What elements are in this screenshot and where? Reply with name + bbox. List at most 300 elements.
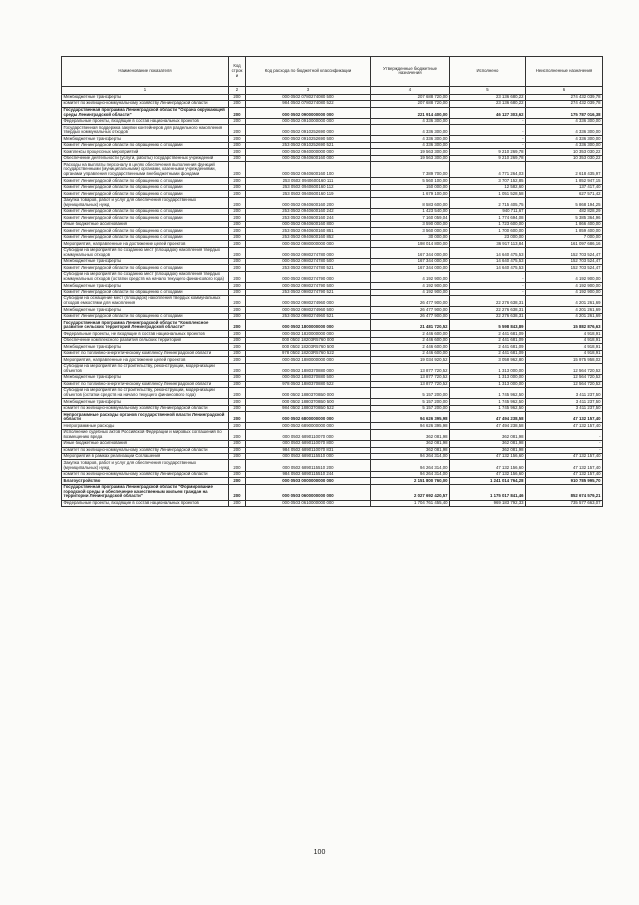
row-budget-code: 000 0502 6800000000 000 (246, 412, 371, 423)
table-row (62, 241, 603, 247)
row-name: Комитет Ленинградской области по обращению с отходами (62, 184, 229, 190)
row-name: Иные бюджетные ассигнования (62, 441, 229, 447)
row-budget-code: 253 0502 0940600160 119 (246, 191, 371, 197)
row-budget-code: 000 0502 0910000000 000 (246, 118, 371, 124)
row-budget-code: 253 0502 0980274790 521 (246, 289, 371, 295)
row-name: Государственная поддержка закупки контейнеров для раздельного накопления твердых коммунальных отходов (62, 125, 229, 136)
row-name: Субсидии на мероприятия по созданию мест (площадок) накопления твердых коммунальных отходов (62, 247, 229, 258)
row-approved: 19 563 300,00 (371, 155, 450, 161)
row-line-code: 200 (229, 307, 246, 313)
row-budget-code: 000 0502 18803708Б0 000 (246, 388, 371, 399)
row-line-code: 200 (229, 136, 246, 142)
row-budget-code: 000 0502 0980274790 500 (246, 283, 371, 289)
row-unexecuted: 1 859 400,00 (526, 228, 603, 234)
table-row (62, 155, 603, 161)
row-executed: 2 441 681,09 (450, 344, 526, 350)
table-row (62, 125, 603, 136)
row-name: Межбюджетные трансферты (62, 136, 229, 142)
row-approved: 2 446 600,00 (371, 350, 450, 356)
row-line-code: 200 (229, 453, 246, 459)
row-budget-code: 000 0502 6890110070 800 (246, 441, 371, 447)
row-approved: 13 877 720,52 (371, 375, 450, 381)
row-approved: 30 000,00 (371, 234, 450, 240)
row-approved: 1 704 761 455,40 (371, 500, 450, 506)
row-line-code: 200 (229, 197, 246, 208)
row-budget-code: 253 0502 0940600160 242 (246, 208, 371, 214)
row-executed: 1 700 600,00 (450, 228, 526, 234)
row-executed: 1 745 962,50 (450, 388, 526, 399)
row-approved: 2 027 692 420,57 (371, 484, 450, 500)
row-name: Федеральные проекты, входящие в состав национальных проектов (62, 500, 229, 506)
table-row (62, 184, 603, 190)
row-name: Межбюджетные трансферты (62, 307, 229, 313)
row-budget-code: 000 0502 0940000000 000 (246, 149, 371, 155)
row-executed: 9 210 269,78 (450, 149, 526, 155)
table-row (62, 447, 603, 453)
row-approved: 207 688 720,00 (371, 94, 450, 100)
row-line-code: 200 (229, 296, 246, 307)
row-unexecuted: 3 411 237,50 (526, 388, 603, 399)
row-line-code: 200 (229, 142, 246, 148)
row-line-code: 200 (229, 184, 246, 190)
table-row (62, 350, 603, 356)
row-budget-code: 000 0502 0940600160 200 (246, 197, 371, 208)
row-unexecuted: 47 132 157,40 (526, 460, 603, 471)
row-budget-code: 978 0502 18203R5760 522 (246, 350, 371, 356)
table-row (62, 178, 603, 184)
row-approved: 4 336 300,00 (371, 136, 450, 142)
row-executed: 46 127 303,62 (450, 107, 526, 118)
row-approved: 4 192 900,00 (371, 289, 450, 295)
row-executed: 362 081,98 (450, 441, 526, 447)
table-row (62, 162, 603, 178)
row-executed: 2 715 405,75 (450, 197, 526, 208)
row-executed: 9 210 269,78 (450, 155, 526, 161)
row-name: Субсидии на мероприятия по созданию мест (площадок) накопления твердых коммунальных отходов (остатки средств на начало текущего финансового года) (62, 271, 229, 282)
row-budget-code: 253 0502 0940600160 244 (246, 215, 371, 221)
row-line-code: 200 (229, 241, 246, 247)
row-line-code: 200 (229, 234, 246, 240)
row-approved: 362 081,98 (371, 429, 450, 440)
table-row (62, 381, 603, 387)
row-name: Государственная программа Ленинградской области "Формирование городской среды и обеспечение качественным жильем граждан на территории Ленинградской области" (62, 484, 229, 500)
row-unexecuted: 47 132 157,40 (526, 453, 603, 459)
row-name: Комитет Ленинградской области по обращению с отходами (62, 228, 229, 234)
row-unexecuted: 175 787 016,38 (526, 107, 603, 118)
row-approved: 2 446 600,00 (371, 344, 450, 350)
row-name: Комитет Ленинградской области по обращению с отходами (62, 313, 229, 319)
row-unexecuted: 10 353 030,22 (526, 149, 603, 155)
row-executed: 12 582,60 (450, 184, 526, 190)
row-executed: 5 598 843,89 (450, 320, 526, 331)
row-name: Межбюджетные трансферты (62, 258, 229, 264)
row-approved: 221 914 400,00 (371, 107, 450, 118)
row-unexecuted: 4 201 261,69 (526, 307, 603, 313)
row-executed: 1 313 000,00 (450, 381, 526, 387)
table-body (62, 94, 603, 506)
row-executed: 4 771 264,03 (450, 162, 526, 178)
row-unexecuted: 1 852 947,15 (526, 178, 603, 184)
row-approved: 1 423 540,00 (371, 208, 450, 214)
row-approved: 2 446 600,00 (371, 331, 450, 337)
row-unexecuted: 152 703 524,47 (526, 258, 603, 264)
col-number: 3 (246, 86, 371, 94)
header-name: Наименование показателя (62, 57, 229, 87)
row-name: комитет по жилищно-коммунальному хозяйству Ленинградской области (62, 101, 229, 107)
row-name: Межбюджетные трансферты (62, 344, 229, 350)
row-line-code: 200 (229, 423, 246, 429)
row-name: Мероприятия, направленные на достижение целей проектов (62, 357, 229, 363)
row-line-code: 200 (229, 357, 246, 363)
row-line-code: 200 (229, 331, 246, 337)
row-approved: 2 446 600,00 (371, 337, 450, 343)
row-unexecuted: 12 564 720,52 (526, 363, 603, 374)
row-executed: 36 917 113,84 (450, 241, 526, 247)
row-budget-code: 000 0502 0980274780 000 (246, 247, 371, 258)
row-budget-code: 000 0502 0940600160 800 (246, 221, 371, 227)
row-unexecuted: 2 618 435,97 (526, 162, 603, 178)
table-row (62, 296, 603, 307)
header-code-line: Код строк и (229, 57, 246, 87)
row-line-code: 200 (229, 94, 246, 100)
row-line-code: 200 (229, 388, 246, 399)
row-approved: 167 344 000,00 (371, 258, 450, 264)
row-budget-code: 000 0502 0980274790 000 (246, 271, 371, 282)
row-budget-code: 984 0502 18803708Б0 522 (246, 405, 371, 411)
row-budget-code: 000 0502 18203R5760 500 (246, 344, 371, 350)
row-approved: 167 344 000,00 (371, 265, 450, 271)
row-unexecuted: 137 417,40 (526, 184, 603, 190)
row-executed: 2 441 681,09 (450, 331, 526, 337)
row-unexecuted: 7 000,00 (526, 234, 603, 240)
row-approved: 198 014 800,00 (371, 241, 450, 247)
row-budget-code: 000 0502 6890110070 000 (246, 429, 371, 440)
row-approved: 4 192 900,00 (371, 283, 450, 289)
row-budget-code: 000 0502 0940600160 100 (246, 162, 371, 178)
row-unexecuted: 4 192 900,00 (526, 283, 603, 289)
row-line-code: 200 (229, 363, 246, 374)
row-name: Комитет Ленинградской области по обращению с отходами (62, 178, 229, 184)
row-unexecuted: 4 918,91 (526, 337, 603, 343)
row-line-code: 200 (229, 107, 246, 118)
row-approved: 207 688 720,00 (371, 101, 450, 107)
row-executed: 14 640 475,53 (450, 258, 526, 264)
row-line-code: 200 (229, 118, 246, 124)
row-budget-code: 000 0503 0610000000 000 (246, 500, 371, 506)
row-unexecuted: 4 192 900,00 (526, 271, 603, 282)
col-number: 6 (526, 86, 603, 94)
table-row (62, 247, 603, 258)
row-budget-code: 000 0503 0600000000 000 (246, 484, 371, 500)
row-budget-code: 000 0502 0980274780 500 (246, 258, 371, 264)
row-unexecuted: 3 411 237,50 (526, 399, 603, 405)
row-executed: 47 494 238,58 (450, 412, 526, 423)
row-executed: 2 441 681,09 (450, 350, 526, 356)
row-line-code: 200 (229, 155, 246, 161)
row-approved: 4 336 300,00 (371, 142, 450, 148)
row-name: Исполнение судебных актов Российской Федерации и мировых соглашений по возмещению вреда (62, 429, 229, 440)
row-line-code: 200 (229, 101, 246, 107)
row-budget-code: 984 0502 6890115510 244 (246, 471, 371, 477)
row-executed: 2 441 681,09 (450, 337, 526, 343)
row-executed: 23 000,00 (450, 234, 526, 240)
row-approved: 5 157 200,00 (371, 399, 450, 405)
row-unexecuted: - (526, 441, 603, 447)
row-unexecuted: 4 918,91 (526, 344, 603, 350)
row-unexecuted: 15 975 958,02 (526, 357, 603, 363)
row-executed: 3 707 152,85 (450, 178, 526, 184)
row-executed: 22 276 638,31 (450, 313, 526, 319)
row-unexecuted: 4 918,91 (526, 331, 603, 337)
row-budget-code: 253 0502 0940600160 852 (246, 234, 371, 240)
row-line-code: 200 (229, 149, 246, 155)
row-line-code: 200 (229, 405, 246, 411)
row-executed: - (450, 125, 526, 136)
row-budget-code: 000 0503 0000000000 000 (246, 478, 371, 484)
row-budget-code: 253 0502 0940600160 112 (246, 184, 371, 190)
row-line-code: 200 (229, 337, 246, 343)
row-name: Комитет по топливно-энергетическому комплексу Ленинградской области (62, 350, 229, 356)
row-line-code: 200 (229, 162, 246, 178)
row-approved: 4 192 900,00 (371, 271, 450, 282)
row-name: Межбюджетные трансферты (62, 94, 229, 100)
row-unexecuted: 4 336 300,00 (526, 125, 603, 136)
table-row (62, 471, 603, 477)
row-executed: 1 241 014 764,28 (450, 478, 526, 484)
row-line-code: 200 (229, 375, 246, 381)
row-line-code: 200 (229, 344, 246, 350)
table-row (62, 142, 603, 148)
row-budget-code: 000 0502 18803708Б0 500 (246, 399, 371, 405)
row-line-code: 200 (229, 381, 246, 387)
row-executed: - (450, 289, 526, 295)
row-name: комитет по жилищно-коммунальному хозяйству Ленинградской области (62, 447, 229, 453)
row-budget-code: 000 0502 0900000000 000 (246, 107, 371, 118)
row-name: Мероприятия в рамках реализации Соглашения (62, 453, 229, 459)
row-budget-code: 984 0502 0780274080 522 (246, 101, 371, 107)
row-name: Обеспечение деятельности (услуги, работы) государственных учреждений (62, 155, 229, 161)
row-budget-code: 000 0502 0980274960 500 (246, 307, 371, 313)
row-approved: 4 336 300,00 (371, 118, 450, 124)
row-name: комитет по жилищно-коммунальному хозяйству Ленинградской области (62, 471, 229, 477)
row-unexecuted: - (526, 447, 603, 453)
row-executed: 362 081,98 (450, 429, 526, 440)
row-budget-code: 000 0502 1820000000 000 (246, 331, 371, 337)
row-line-code: 200 (229, 208, 246, 214)
table-row (62, 337, 603, 343)
row-unexecuted: 4 201 261,69 (526, 313, 603, 319)
row-approved: 26 477 900,00 (371, 307, 450, 313)
row-line-code: 200 (229, 412, 246, 423)
row-line-code: 200 (229, 441, 246, 447)
page-number: 100 (313, 849, 326, 856)
row-approved: 21 481 720,52 (371, 320, 450, 331)
row-approved: 94 264 314,00 (371, 453, 450, 459)
table-row (62, 101, 603, 107)
row-approved: 13 877 720,52 (371, 381, 450, 387)
row-executed: 1 774 694,08 (450, 215, 526, 221)
row-budget-code: 000 0502 0910252690 000 (246, 125, 371, 136)
row-line-code: 200 (229, 500, 246, 506)
row-unexecuted: 5 868 194,25 (526, 197, 603, 208)
row-unexecuted: 4 336 300,00 (526, 142, 603, 148)
row-executed: 1 723 600,00 (450, 221, 526, 227)
row-line-code: 200 (229, 265, 246, 271)
row-unexecuted: 161 097 686,16 (526, 241, 603, 247)
row-executed: 1 313 000,00 (450, 363, 526, 374)
header-approved: Утвержденные бюджетные назначения (371, 57, 450, 87)
row-unexecuted: 10 353 030,22 (526, 155, 603, 161)
row-line-code: 200 (229, 258, 246, 264)
row-budget-code: 000 0502 0980274960 000 (246, 296, 371, 307)
row-budget-code: 984 0502 6890110070 831 (246, 447, 371, 453)
row-unexecuted: 735 577 663,07 (526, 500, 603, 506)
col-number: 5 (450, 86, 526, 94)
row-line-code: 200 (229, 228, 246, 234)
row-name: комитет по жилищно-коммунальному хозяйству Ленинградской области (62, 405, 229, 411)
row-name: Субсидии на мероприятия по строительству, реконструкции, модернизации объектов (62, 363, 229, 374)
row-budget-code: 000 0502 0910252690 500 (246, 136, 371, 142)
row-unexecuted: 152 703 524,47 (526, 247, 603, 258)
row-line-code: 200 (229, 313, 246, 319)
row-budget-code: 000 0502 6890115510 200 (246, 460, 371, 471)
row-line-code: 200 (229, 125, 246, 136)
row-approved: 2 151 800 760,00 (371, 478, 450, 484)
row-budget-code: 000 0502 18203R5760 000 (246, 337, 371, 343)
column-number-row (62, 86, 603, 94)
row-name: Федеральные проекты, входящие в состав национальных проектов (62, 118, 229, 124)
row-line-code: 200 (229, 283, 246, 289)
row-executed: 23 136 680,22 (450, 94, 526, 100)
row-executed: 47 132 156,60 (450, 460, 526, 471)
table-row (62, 234, 603, 240)
row-unexecuted: 3 411 237,50 (526, 405, 603, 411)
table-row (62, 265, 603, 271)
row-unexecuted: 47 132 157,40 (526, 471, 603, 477)
row-approved: 3 560 000,00 (371, 228, 450, 234)
row-line-code: 200 (229, 215, 246, 221)
row-executed: 362 081,98 (450, 447, 526, 453)
row-name: Комплексы процессных мероприятий (62, 149, 229, 155)
row-executed: 1 745 962,50 (450, 405, 526, 411)
row-executed: 1 745 962,50 (450, 399, 526, 405)
row-executed: 23 136 680,22 (450, 101, 526, 107)
row-name: Субсидии на мероприятия по строительству, реконструкции, модернизации объектов (остатки средств на начало текущего финансового года) (62, 388, 229, 399)
header-unexecuted: Неисполненные назначения (526, 57, 603, 87)
row-name: Комитет Ленинградской области по обращению с отходами (62, 208, 229, 214)
row-line-code: 200 (229, 350, 246, 356)
row-line-code: 200 (229, 320, 246, 331)
row-executed: 969 183 792,33 (450, 500, 526, 506)
row-name: Комитет Ленинградской области по обращению с отходами (62, 142, 229, 148)
row-line-code: 200 (229, 478, 246, 484)
row-approved: 19 563 300,00 (371, 149, 450, 155)
row-budget-code: 000 0502 1880370880 500 (246, 375, 371, 381)
table-row (62, 412, 603, 423)
row-budget-code: 978 0502 1880370880 522 (246, 381, 371, 387)
row-unexecuted: 15 882 876,63 (526, 320, 603, 331)
table-row (62, 453, 603, 459)
table-row (62, 271, 603, 282)
row-unexecuted: 5 385 364,96 (526, 215, 603, 221)
table-row (62, 429, 603, 440)
table-row (62, 191, 603, 197)
row-budget-code: 000 0502 1880000000 000 (246, 357, 371, 363)
row-line-code: 200 (229, 447, 246, 453)
row-unexecuted: 274 432 039,78 (526, 101, 603, 107)
row-unexecuted: 482 828,29 (526, 208, 603, 214)
row-name: Комитет Ленинградской области по обращению с отходами (62, 234, 229, 240)
row-budget-code: 000 0502 6890115510 000 (246, 453, 371, 459)
row-name: Непрограммные расходы (62, 423, 229, 429)
row-approved: 19 034 920,52 (371, 357, 450, 363)
col-number: 2 (229, 86, 246, 94)
row-approved: 94 264 314,00 (371, 460, 450, 471)
row-name: Закупка товаров, работ и услуг для обеспечения государственных (муниципальных) нужд (62, 197, 229, 208)
table-row (62, 107, 603, 118)
table-row (62, 405, 603, 411)
row-name: Межбюджетные трансферты (62, 283, 229, 289)
row-approved: 94 626 395,98 (371, 423, 450, 429)
row-budget-code: 253 0502 0910252690 521 (246, 142, 371, 148)
row-approved: 94 626 395,98 (371, 412, 450, 423)
row-unexecuted: 852 674 579,21 (526, 484, 603, 500)
row-unexecuted: 152 703 524,47 (526, 265, 603, 271)
row-name: Благоустройство (62, 478, 229, 484)
row-name: Расходы на выплаты персоналу в целях обеспечения выполнения функций государственными (муниципальными) органами, казенными учреждениями, органами управления государственными внебюджетными фондами (62, 162, 229, 178)
row-budget-code: 253 0502 0940600160 111 (246, 178, 371, 184)
row-unexecuted: 12 564 720,52 (526, 375, 603, 381)
row-name: Федеральные проекты, не входящие в состав национальных проектов (62, 331, 229, 337)
row-unexecuted: 274 432 039,78 (526, 94, 603, 100)
row-executed: - (450, 142, 526, 148)
row-line-code: 200 (229, 471, 246, 477)
row-line-code: 200 (229, 399, 246, 405)
row-line-code: 200 (229, 221, 246, 227)
row-approved: 26 477 900,00 (371, 313, 450, 319)
row-name: Межбюджетные трансферты (62, 399, 229, 405)
row-line-code: 200 (229, 247, 246, 258)
row-executed: 14 640 475,53 (450, 265, 526, 271)
row-unexecuted: 4 918,91 (526, 350, 603, 356)
row-name: Государственная программа Ленинградской области "Комплексное развитие сельских территорий Ленинградской области" (62, 320, 229, 331)
row-name: Иные бюджетные ассигнования (62, 221, 229, 227)
row-executed: - (450, 271, 526, 282)
row-unexecuted: 627 571,42 (526, 191, 603, 197)
row-approved: 7 389 700,00 (371, 162, 450, 178)
row-unexecuted: 47 132 157,40 (526, 423, 603, 429)
table-row (62, 331, 603, 337)
row-unexecuted: 910 785 995,70 (526, 478, 603, 484)
row-approved: 4 336 300,00 (371, 125, 450, 136)
table-row (62, 289, 603, 295)
row-approved: 7 160 059,04 (371, 215, 450, 221)
row-unexecuted: 4 336 300,00 (526, 136, 603, 142)
table-row (62, 197, 603, 208)
row-line-code: 200 (229, 289, 246, 295)
row-budget-code: 253 0502 0980274780 521 (246, 265, 371, 271)
row-executed: 22 276 638,31 (450, 296, 526, 307)
row-name: Государственная программа Ленинградской области "Охрана окружающей среды Ленинградской области" (62, 107, 229, 118)
table-row (62, 208, 603, 214)
row-line-code: 200 (229, 271, 246, 282)
row-executed: - (450, 136, 526, 142)
table-row (62, 118, 603, 124)
row-approved: 26 477 900,00 (371, 296, 450, 307)
row-unexecuted: 4 336 300,00 (526, 118, 603, 124)
row-approved: 1 679 100,00 (371, 191, 450, 197)
row-name: Комитет Ленинградской области по обращению с отходами (62, 289, 229, 295)
